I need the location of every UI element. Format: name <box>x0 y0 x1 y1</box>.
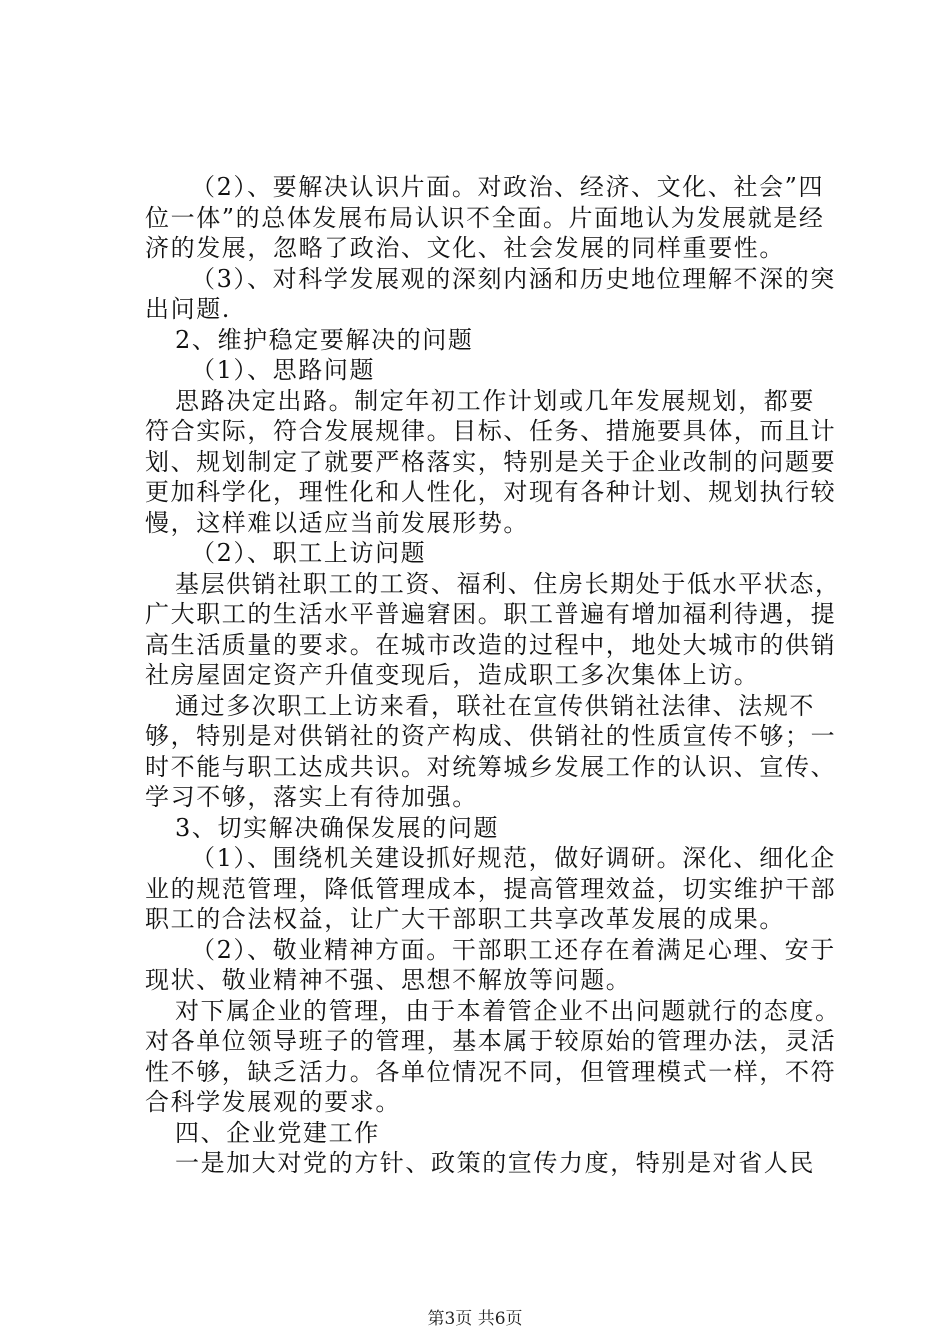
paragraph-line: 广大职工的生活水平普遍窘困。职工普遍有增加福利待遇，提 <box>145 600 837 628</box>
paragraph-line: 高生活质量的要求。在城市改造的过程中，地处大城市的供销 <box>145 630 837 659</box>
paragraph-line: 符合实际，符合发展规律。目标、任务、措施要具体，而且计 <box>145 417 837 445</box>
subsection-heading: （2）、职工上访问题 <box>191 539 427 567</box>
paragraph-line: 一是加大对党的方针、政策的宣传力度，特别是对省人民 <box>175 1149 815 1177</box>
paragraph-line: （1）、围绕机关建设抓好规范，做好调研。深化、细化企 <box>191 844 836 872</box>
section-heading: 2、维护稳定要解决的问题 <box>175 325 474 354</box>
paragraph-line: 位一体”的总体发展布局认识不全面。片面地认为发展就是经 <box>145 203 825 232</box>
paragraph-line: 职工的合法权益，让广大干部职工共享改革发展的成果。 <box>145 905 785 933</box>
page-number-footer: 第3页 共6页 <box>427 1309 523 1329</box>
paragraph-line: （3）、对科学发展观的深刻内涵和历史地位理解不深的突 <box>191 264 836 293</box>
paragraph-line: 对各单位领导班子的管理，基本属于较原始的管理办法，灵活 <box>145 1027 837 1055</box>
paragraph-line: 通过多次职工上访来看，联社在宣传供销社法律、法规不 <box>175 691 815 720</box>
paragraph-line: 更加科学化，理性化和人性化，对现有各种计划、规划执行较 <box>145 478 837 506</box>
paragraph-line: 划、规划制定了就要严格落实，特别是关于企业改制的问题要 <box>145 447 837 476</box>
body-text <box>145 172 845 1179</box>
paragraph-line: 对下属企业的管理，由于本着管企业不出问题就行的态度。 <box>175 996 841 1025</box>
paragraph-line: 思路决定出路。制定年初工作计划或几年发展规划，都要 <box>175 386 815 415</box>
paragraph-line: （2）、要解决认识片面。对政治、经济、文化、社会”四 <box>191 173 825 201</box>
paragraph-line: 济的发展，忽略了政治、文化、社会发展的同样重要性。 <box>145 234 785 262</box>
paragraph-line: 慢，这样难以适应当前发展形势。 <box>145 508 529 537</box>
paragraph-line: 社房屋固定资产升值变现后，造成职工多次集体上访。 <box>145 661 760 689</box>
paragraph-line: 出问题. <box>145 295 232 323</box>
section-heading: 四、企业党建工作 <box>175 1118 380 1147</box>
subsection-heading: （1）、思路问题 <box>191 356 376 384</box>
paragraph-line: 时不能与职工达成共识。对统筹城乡发展工作的认识、宣传、 <box>145 752 837 781</box>
paragraph-line: 现状、敬业精神不强、思想不解放等问题。 <box>145 966 632 994</box>
paragraph-line: 基层供销社职工的工资、福利、住房长期处于低水平状态， <box>175 569 841 598</box>
section-heading: 3、切实解决确保发展的问题 <box>175 813 500 842</box>
paragraph-line: 性不够，缺乏活力。各单位情况不同，但管理模式一样，不符 <box>145 1057 837 1086</box>
paragraph-line: （2）、敬业精神方面。干部职工还存在着满足心理、安于 <box>191 935 836 964</box>
paragraph-line: 业的规范管理，降低管理成本，提高管理效益，切实维护干部 <box>145 874 837 903</box>
paragraph-line: 学习不够，落实上有待加强。 <box>145 783 478 811</box>
paragraph-line: 够，特别是对供销社的资产构成、供销社的性质宣传不够；一 <box>145 722 837 750</box>
paragraph-line: 合科学发展观的要求。 <box>145 1088 401 1116</box>
